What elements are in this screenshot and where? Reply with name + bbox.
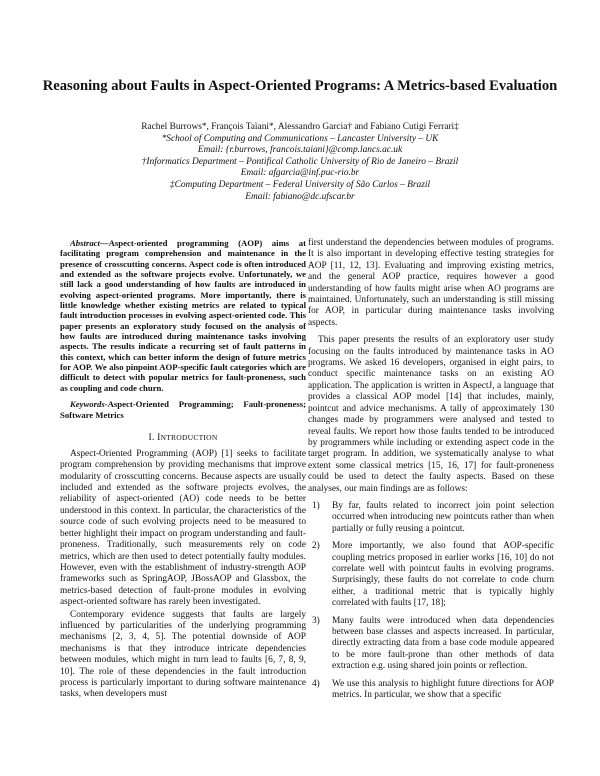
affiliation-1-email: Email: {r.burrows, francois.taiani}@comp.lancs.ac.uk bbox=[197, 145, 403, 156]
list-item bbox=[308, 616, 554, 673]
intro-paragraph: Contemporary evidence suggests that faults are largely influenced by particularities of the underlying programming mechanisms [2, 3, 4, 5]. The potential downside of AOP mechanisms is that they introduce intricate dependencies between modules, which might in turn lead to faults [6, 7, 8, 9, 10]. The role of these dependencies in the fault introduction process is particularly important to during software maintenance tasks, when developers must bbox=[60, 609, 306, 700]
abstract-text: —Aspect-oriented programming (AOP) aims at facilitating program comprehension and maintenance in the presence of crosscutting concerns. Aspect code is often introduced and extended as the software projects evolve. Unfortunately, we still lack a good understanding of how faults are introduced in evolving aspect-oriented programs. More importantly, there is little knowledge whether existing metrics are related to typical fault introduction processes in evolving aspect-oriented code. This paper presents an exploratory study focused on the analysis of how faults are introduced during maintenance tasks involving aspects. The results indicate a recurring set of fault patterns in this context, which can better inform the design of future metrics for AOP. We also pinpoint AOP-specific fault categories which are difficult to detect with popular metrics for fault-proneness, such as coupling and code churn. bbox=[60, 238, 306, 393]
affiliation-3-email: Email: fabiano@dc.ufscar.br bbox=[245, 191, 355, 202]
list-item-text: More importantly, we also found that AOP-specific coupling metrics proposed in earlier works [16, 10] do not correlate well with pointcut faults in evolving programs. Surprisingly, these faults do not correlate to code churn either, a traditional metric that is typically highly correlated with faults [17, 18]; bbox=[332, 541, 554, 609]
keywords-text: -Aspect-Oriented Programming; Fault-proneness; Software Metrics bbox=[60, 399, 306, 420]
intro-paragraph: Aspect-Oriented Programming (AOP) [1] seeks to facilitate program comprehension by providing mechanisms that improve modularity of crosscutting concerns. Because aspects are usually included and extended as the software projects evolves, the reliability of aspect-oriented (AO) code needs to be better understood in this context. In particular, the characteristics of the source code of such evolving projects need to be measured to better highlight their impact on program understanding and fault-proneness. Traditionally, such measurements rely on code metrics, which are then used to detect potentially faulty modules. However, even with the establishment of industry-strength AOP frameworks such as SpringAOP, JBossAOP and Glassbox, the metrics-based detection of fault-prone modules in evolving aspect-oriented software has rarely been investigated. bbox=[60, 448, 306, 608]
list-item-number: 4) bbox=[312, 678, 320, 689]
intro-paragraph: This paper presents the results of an exploratory user study focusing on the faults introduced by maintenance tasks in AO programs. We asked 16 developers, organised in eight pairs, to conduct specific maintenance tasks on an existing AO application. The application is written in AspectJ, a language that provides a classical AOP model [14] that includes, mainly, pointcut and advice mechanisms. A tally of approximately 130 changes made by programmers were analysed and tested to reveal faults. We report how those faults tended to be introduced by programmers while including or extending aspect code in the target program. In addition, we systematically analyse to what extent some classical metrics [15, 16, 17] for fault-proneness could be used to detect the faulty aspects. Based on these analyses, our main findings are as follows: bbox=[308, 335, 554, 494]
affiliation-3: ‡Computing Department – Federal University of São Carlos – Brazil bbox=[169, 179, 431, 190]
list-item bbox=[308, 541, 554, 609]
list-item-text: Many faults were introduced when data dependencies between base classes and aspects increased. In particular, directly extracting data from a base code module appeared to be more fault-prone than other methods of data extraction e.g. using shared join points or reflection. bbox=[332, 615, 554, 672]
section-heading-initial: I bbox=[157, 431, 161, 443]
abstract bbox=[60, 238, 306, 393]
list-item bbox=[308, 679, 554, 702]
list-item-text: We use this analysis to highlight future directions for AOP metrics. In particular, we show that a specific bbox=[332, 678, 554, 701]
list-item-number: 1) bbox=[312, 500, 320, 511]
paper-title: Reasoning about Faults in Aspect-Oriented Programs: A Metrics-based Evaluation bbox=[42, 78, 558, 94]
keywords bbox=[60, 399, 306, 420]
list-item-number: 3) bbox=[312, 615, 320, 626]
keywords-label: Keywords bbox=[70, 399, 105, 410]
affiliation-1: *School of Computing and Communications – Lancaster University – UK bbox=[161, 133, 439, 144]
author-block bbox=[0, 122, 600, 203]
findings-list bbox=[308, 501, 554, 702]
list-item-number: 2) bbox=[312, 541, 320, 552]
affiliation-2: †Informatics Department – Pontifical Catholic University of Rio de Janeiro – Brazil bbox=[141, 156, 459, 167]
abstract-label: Abstract bbox=[70, 238, 100, 248]
author-names: Rachel Burrows*, François Taïani*, Alessandro Garcia† and Fabiano Cutigi Ferrari‡ bbox=[141, 122, 459, 132]
section-number: I. bbox=[148, 431, 155, 443]
right-column bbox=[308, 238, 554, 707]
intro-paragraph: first understand the dependencies between modules of programs. It is also important in developing effective testing strategies for AOP [11, 12, 13]. Evaluating and improving existing metrics, and the general AOP practice, requires however a good understanding of how faults might arise when AO programs are maintained. Unfortunately, such an understanding is still missing for AOP, in particular during maintenance tasks involving aspects. bbox=[308, 238, 554, 328]
list-item-text: By far, faults related to incorrect join point selection occurred when introducing new pointcuts rather than when partially or fully reusing a pointcut. bbox=[332, 500, 554, 534]
left-column bbox=[60, 238, 306, 701]
affiliation-2-email: Email: afgarcia@inf.puc-rio.br bbox=[240, 168, 360, 179]
section-heading-rest: NTRODUCTION bbox=[160, 432, 218, 442]
section-heading-introduction bbox=[60, 432, 306, 443]
list-item bbox=[308, 501, 554, 535]
